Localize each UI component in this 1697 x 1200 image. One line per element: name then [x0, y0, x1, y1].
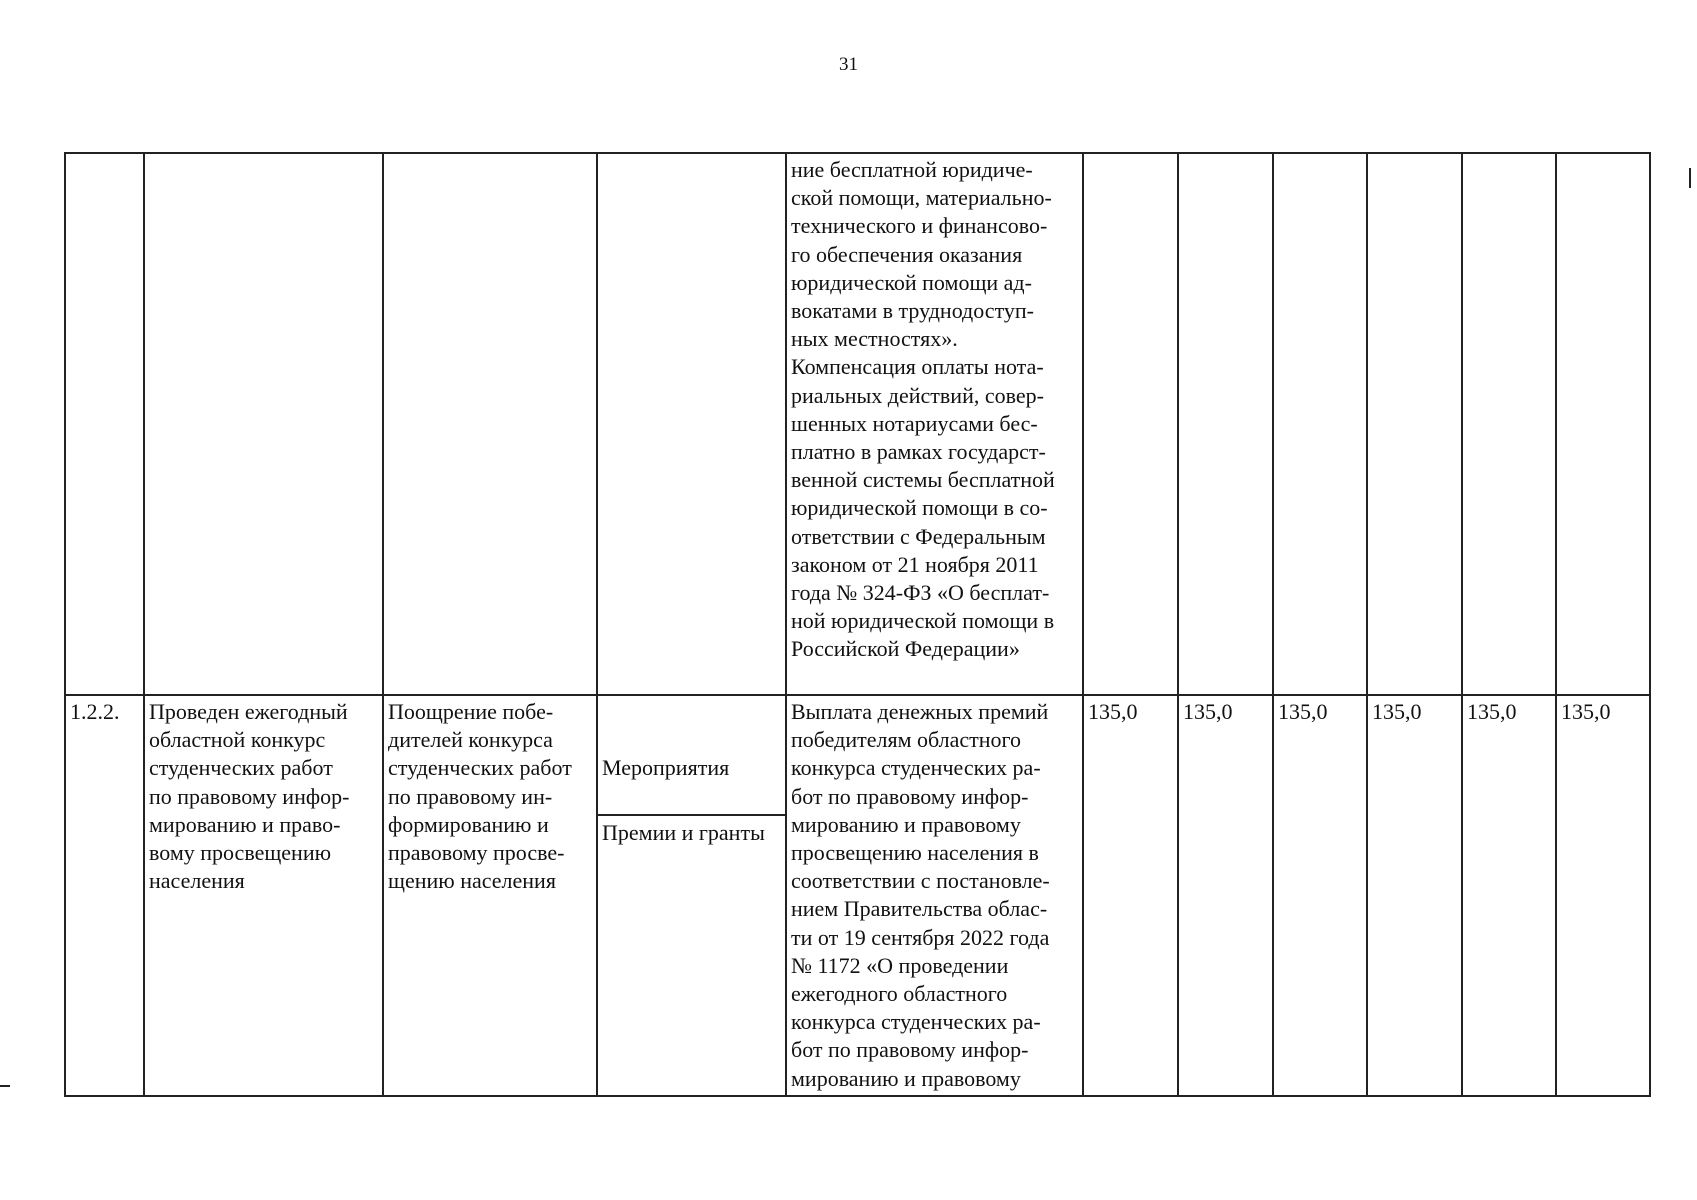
scan-edge-mark — [0, 1085, 10, 1087]
cell-value — [1367, 153, 1462, 695]
cell-measure — [383, 153, 597, 695]
cell-value: 135,0 — [1367, 695, 1462, 1096]
cell-number: 1.2.2. — [65, 695, 144, 1096]
type-events: Мероприятия — [602, 755, 730, 781]
scan-edge-mark — [1689, 168, 1691, 188]
type-awards-grants: Премии и гранты — [598, 814, 785, 847]
cell-type — [597, 695, 786, 1096]
cell-result: Проведен ежегодный областной конкурс студенческих работ по правовому инфор- мированию и право- вому просвещению населения — [144, 695, 383, 1096]
cell-value — [1083, 153, 1178, 695]
cell-value: 135,0 — [1462, 695, 1556, 1096]
cell-result — [144, 153, 383, 695]
cell-value — [1273, 153, 1367, 695]
cell-number — [65, 153, 144, 695]
cell-value: 135,0 — [1273, 695, 1367, 1096]
page-number: 31 — [839, 54, 858, 75]
cell-description: Выплата денежных премий победителям областного конкурса студенческих ра- бот по правовому инфор- мированию и правовому просвещению населения в соответствии с постановле- нием Правительства облас- ти от 19 сентября 2022 года № 1172 «О проведении ежегодного областного конкурса студенческих ра- бот по правовому инфор- мированию и правовому — [786, 695, 1083, 1096]
cell-value — [1178, 153, 1273, 695]
cell-value: 135,0 — [1178, 695, 1273, 1096]
type-stack — [602, 726, 782, 875]
cell-value: 135,0 — [1083, 695, 1178, 1096]
cell-description: ние бесплатной юридиче- ской помощи, материально- технического и финансово- го обеспечения оказания юридической помощи ад- вокатами в труднодоступ- ных местностях». Компенсация оплаты нота- риальных действий, совер- шенных нотариусами бес- платно в рамках государст- венной системы бесплатной юридической помощи в со- ответствии с Федеральным законом от 21 ноября 2011 года № 324-ФЗ «О бесплат- ной юридической помощи в Российской Федерации» — [786, 153, 1083, 695]
cell-value — [1556, 153, 1650, 695]
cell-value: 135,0 — [1556, 695, 1650, 1096]
cell-measure: Поощрение побе- дителей конкурса студенческих работ по правовому ин- формированию и правовому просве- щению населения — [383, 695, 597, 1096]
program-table — [64, 152, 1651, 1097]
cell-type — [597, 153, 786, 695]
cell-value — [1462, 153, 1556, 695]
table-row-continuation — [65, 153, 1650, 695]
table-row-1-2-2 — [65, 695, 1650, 1096]
